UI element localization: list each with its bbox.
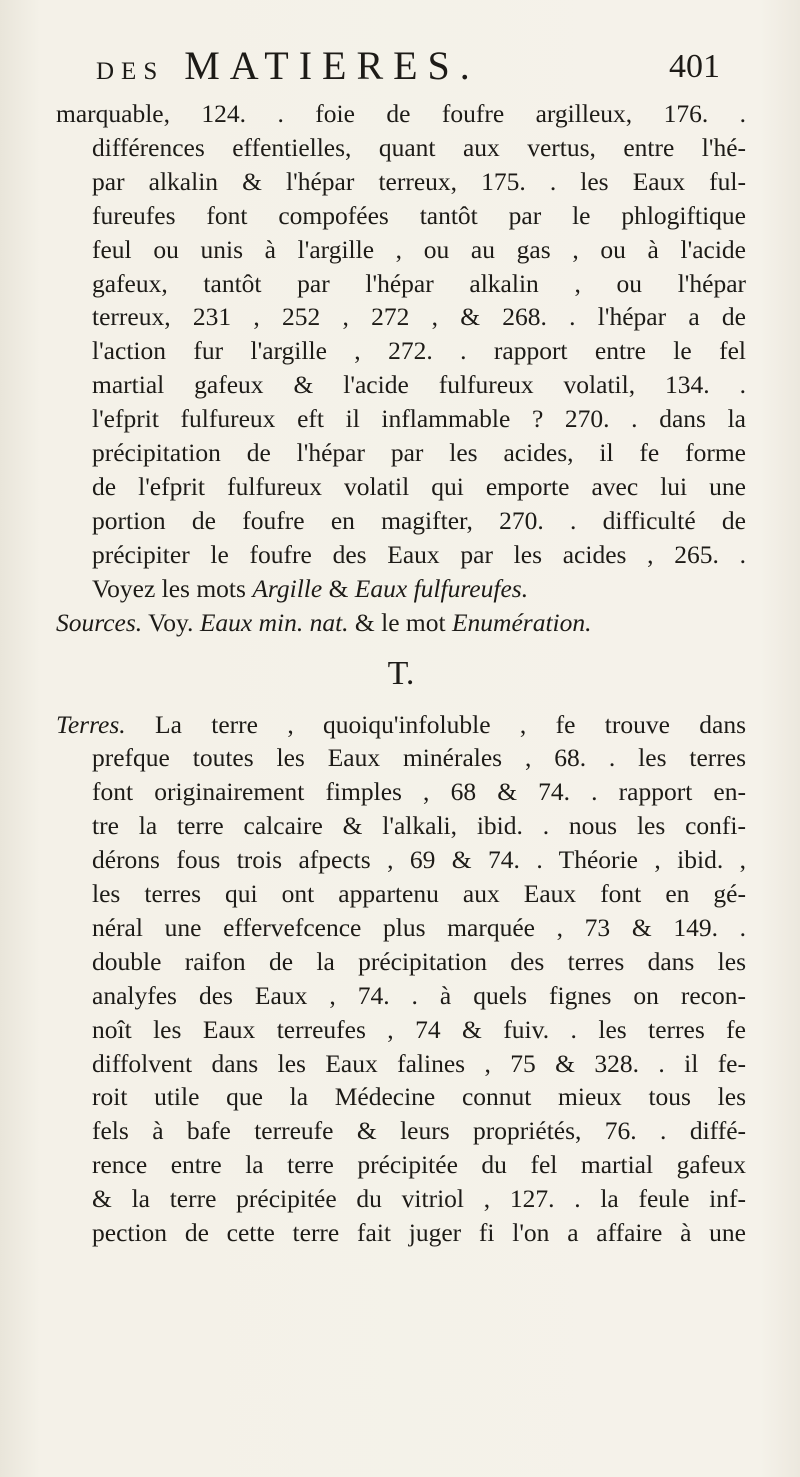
running-head-des: DES: [96, 58, 165, 85]
running-head-title: [96, 42, 480, 89]
text-line: font originairement fimples , 68 & 74. . rapport en-: [92, 777, 746, 807]
text-line: rence entre la terre précipitée du fel martial gafeux: [92, 1150, 746, 1180]
text-line: analyfes des Eaux , 74. . à quels fignes on recon-: [92, 980, 746, 1010]
entry-terres-first-line: [56, 708, 746, 742]
text-line: précipiter le foufre des Eaux par les acides , 265. .: [92, 539, 746, 569]
text-line: dérons fous trois afpects , 69 & 74. . Théorie , ibid. ,: [92, 845, 746, 875]
entry-sources: [56, 606, 746, 640]
text-line: roit utile que la Médecine connut mieux tous les: [92, 1082, 746, 1112]
text-line: l'action fur l'argille , 272. . rapport entre le fel: [92, 336, 746, 366]
entry-headword-sources: Sources.: [56, 607, 143, 637]
text-line: les terres qui ont appartenu aux Eaux font en gé-: [92, 879, 746, 909]
text-line: portion de foufre en magifter, 270. . difficulté de: [92, 505, 746, 535]
text-line-voyez: [56, 572, 746, 606]
voyez-term-eaux: Eaux fulfureufes.: [354, 573, 529, 603]
index-text: [56, 97, 746, 1250]
text-line: terreux, 231 , 252 , 272 , & 268. . l'hépar a de: [92, 302, 746, 332]
text-line: différences effentielles, quant aux vertus, entre l'hé-: [92, 132, 746, 162]
text-line: diffolvent dans les Eaux falines , 75 & 328. . il fe-: [92, 1048, 746, 1078]
text-line: double raifon de la précipitation des terres dans les: [92, 946, 746, 976]
text-line: & la terre précipitée du vitriol , 127. . la feule inf-: [92, 1184, 746, 1214]
sources-ref-enumeration: Enumération.: [451, 607, 592, 637]
entry-headword-terres: Terres.: [56, 709, 126, 739]
running-head: [90, 40, 720, 90]
text-line: fels à bafe terreufe & leurs propriétés, 76. . diffé-: [92, 1116, 746, 1146]
text-line: néral une effervefcence plus marquée , 73 & 149. .: [92, 912, 746, 942]
text-line: gafeux, tantôt par l'hépar alkalin , ou l'hépar: [92, 268, 746, 298]
text-line: de l'efprit fulfureux volatil qui emporte avec lui une: [92, 471, 746, 501]
text-line: par alkalin & l'hépar terreux, 175. . les Eaux ful-: [92, 166, 746, 196]
text-line: feul ou unis à l'argille , ou au gas , ou à l'acide: [92, 234, 746, 264]
text-line: marquable, 124. . foie de foufre argilleux, 176. .: [56, 99, 746, 128]
section-letter: T.: [387, 654, 415, 692]
text-line: martial gafeux & l'acide fulfureux volatil, 134. .: [92, 370, 746, 400]
running-head-matieres: MATIERES.: [184, 43, 480, 88]
voyez-mid: &: [322, 573, 355, 603]
sources-mid2: & le mot: [348, 607, 452, 637]
voyez-term-argille: Argille: [252, 573, 323, 603]
terres-first-line-rest: La terre , quoiqu'infoluble , fe trouve dans: [125, 709, 746, 739]
text-line: tre la terre calcaire & l'alkali, ibid. . nous les confi-: [92, 811, 746, 841]
text-line: noît les Eaux terreufes , 74 & fuiv. . les terres fe: [92, 1014, 746, 1044]
text-line: précipitation de l'hépar par les acides, il fe forme: [92, 438, 746, 468]
text-line: pection de cette terre fait juger fi l'on a affaire à une: [92, 1218, 746, 1248]
text-line: fureufes font compofées tantôt par le phlogiftique: [92, 200, 746, 230]
page-number: 401: [669, 48, 720, 85]
sources-mid: Voy.: [142, 607, 200, 637]
text-line: prefque toutes les Eaux minérales , 68. . les terres: [92, 743, 746, 773]
sources-ref-eaux: Eaux min. nat.: [199, 607, 349, 637]
text-line: l'efprit fulfureux eft il inflammable ? 270. . dans la: [92, 404, 746, 434]
voyez-prefix: Voyez les mots: [92, 573, 253, 603]
